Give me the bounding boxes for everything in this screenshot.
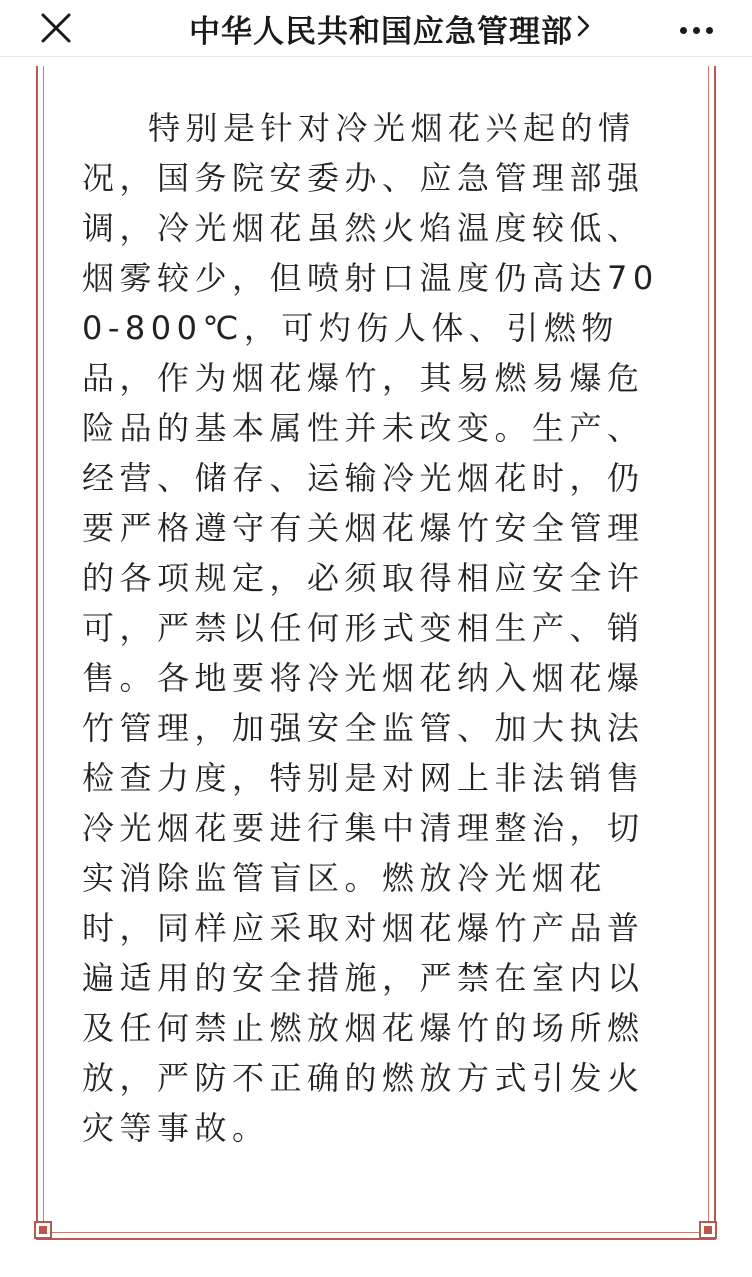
close-button[interactable] bbox=[30, 8, 82, 48]
frame-corner-ornament-right bbox=[699, 1221, 717, 1239]
account-title-link[interactable] bbox=[150, 8, 630, 48]
close-icon bbox=[41, 13, 71, 43]
more-dots-icon bbox=[677, 19, 716, 38]
account-title: 中华人民共和国应急管理部 bbox=[189, 13, 573, 50]
chevron-right-icon bbox=[577, 10, 591, 46]
article-paragraph: 特别是针对冷光烟花兴起的情况，国务院安委办、应急管理部强调，冷光烟花虽然火焰温度较低、烟雾较少，但喷射口温度仍高达700-800℃，可灼伤人体、引燃物品，作为烟花爆竹，其易燃易爆危险品的基本属性并未改变。生产、经营、储存、运输冷光烟花时，仍要严格遵守有关烟花爆竹安全管理的各项规定，必须取得相应安全许可，严禁以任何形式变相生产、销售。各地要将冷光烟花纳入烟花爆竹管理，加强安全监管、加大执法检查力度，特别是对网上非法销售冷光烟花要进行集中清理整治，切实消除监管盲区。燃放冷光烟花时，同样应采取对烟花爆竹产品普遍适用的安全措施，严禁在室内以及任何禁止燃放烟花爆竹的场所燃放，严防不正确的燃放方式引发火灾等事故。 bbox=[82, 109, 659, 1147]
top-navigation-bar bbox=[0, 0, 752, 57]
more-options-button[interactable] bbox=[668, 8, 724, 48]
frame-corner-ornament-left bbox=[34, 1221, 52, 1239]
